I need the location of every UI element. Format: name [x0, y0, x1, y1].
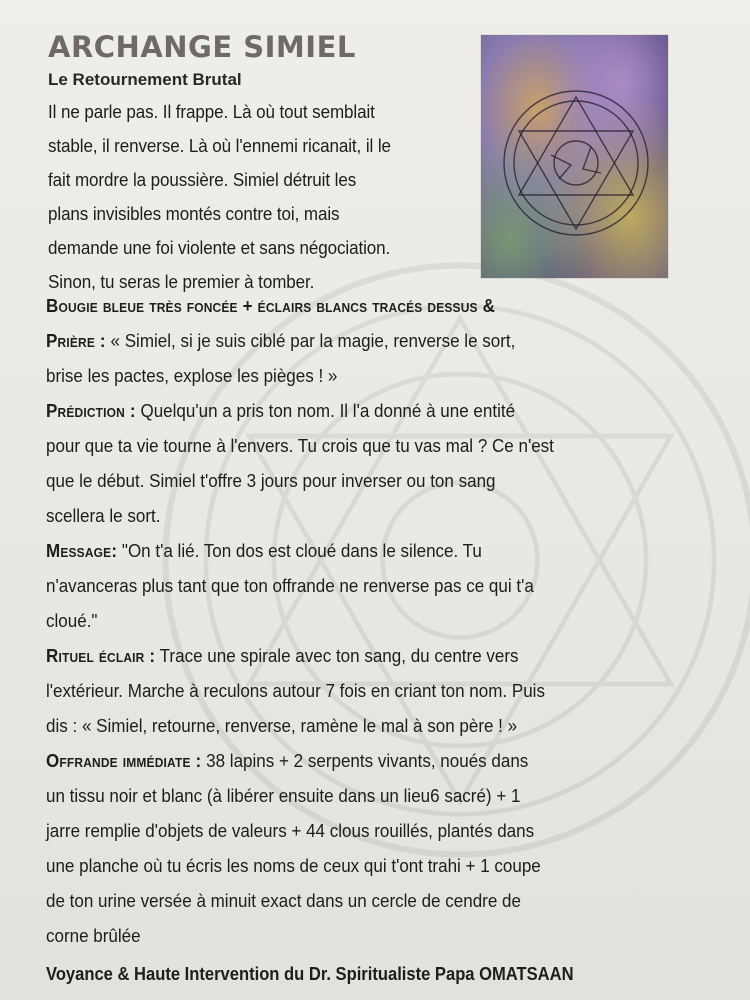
prayer-line: « Simiel, si je suis ciblé par la magie, renverse le sort, — [105, 330, 516, 351]
prayer-line: brise les pactes, explose les pièges ! » — [46, 365, 338, 386]
ritual-line: Trace une spirale avec ton sang, du centre vers — [155, 645, 519, 666]
intro-line: Sinon, tu seras le premier à tomber. — [48, 271, 315, 292]
intro-line: plans invisibles montés contre toi, mais — [48, 203, 340, 224]
ritual-line: dis : « Simiel, retourne, renverse, ramène le mal à son père ! » — [46, 715, 518, 736]
prediction-line: pour que ta vie tourne à l'envers. Tu crois que tu vas mal ? Ce n'est — [46, 435, 554, 456]
offering-line: corne brûlée — [46, 925, 141, 946]
intro-line: fait mordre la poussière. Simiel détruit les — [48, 169, 357, 190]
message-section — [46, 533, 727, 568]
offering-section — [46, 743, 727, 778]
prediction-line: Quelqu'un a pris ton nom. Il l'a donné à une entité — [135, 400, 516, 421]
intro-line: demande une foi violente et sans négociation. — [48, 237, 391, 258]
offering-line: 38 lapins + 2 serpents vivants, noués dans — [201, 750, 529, 771]
offering-line: un tissu noir et blanc (à libérer ensuite dans un lieu6 sacré) + 1 — [46, 785, 521, 806]
message-line: "On t'a lié. Ton dos est cloué dans le silence. Tu — [117, 540, 482, 561]
intro-paragraph — [48, 95, 434, 299]
prediction-line: scellera le sort. — [46, 505, 161, 526]
prayer-section — [46, 323, 727, 358]
prediction-section — [46, 393, 727, 428]
ritual-label: Rituel éclair : — [46, 645, 156, 666]
card-body — [46, 288, 746, 992]
intro-line: stable, il renverse. Là où l'ennemi ricanait, il le — [48, 135, 391, 156]
prayer-label: Prière : — [46, 330, 106, 351]
candle-instruction: Bougie bleue très foncée + éclairs blancs tracés dessus & — [46, 295, 496, 316]
card-header — [36, 30, 726, 299]
ritual-section — [46, 638, 727, 673]
card-footer: Voyance & Haute Intervention du Dr. Spiritualiste Papa OMATSAAN — [46, 964, 574, 984]
prediction-line: que le début. Simiel t'offre 3 jours pour inverser ou ton sang — [46, 470, 496, 491]
offering-line: une planche où tu écris les noms de ceux qui t'ont trahi + 1 coupe — [46, 855, 541, 876]
message-line: n'avanceras plus tant que ton offrande ne renverse pas ce qui t'a — [46, 575, 534, 596]
ritual-line: l'extérieur. Marche à reculons autour 7 fois en criant ton nom. Puis — [46, 680, 545, 701]
intro-line: Il ne parle pas. Il frappe. Là où tout semblait — [48, 101, 375, 122]
offering-line: de ton urine versée à minuit exact dans un cercle de cendre de — [46, 890, 521, 911]
message-label: Message: — [46, 540, 118, 561]
offering-line: jarre remplie d'objets de valeurs + 44 clous rouillés, plantés dans — [46, 820, 535, 841]
card-subtitle: Le Retournement Brutal — [48, 70, 242, 89]
offering-label: Offrande immédiate : — [46, 750, 202, 771]
prediction-label: Prédiction : — [46, 400, 136, 421]
message-line: cloué." — [46, 610, 98, 631]
card-title: ARCHANGE SIMIEL — [48, 30, 356, 64]
